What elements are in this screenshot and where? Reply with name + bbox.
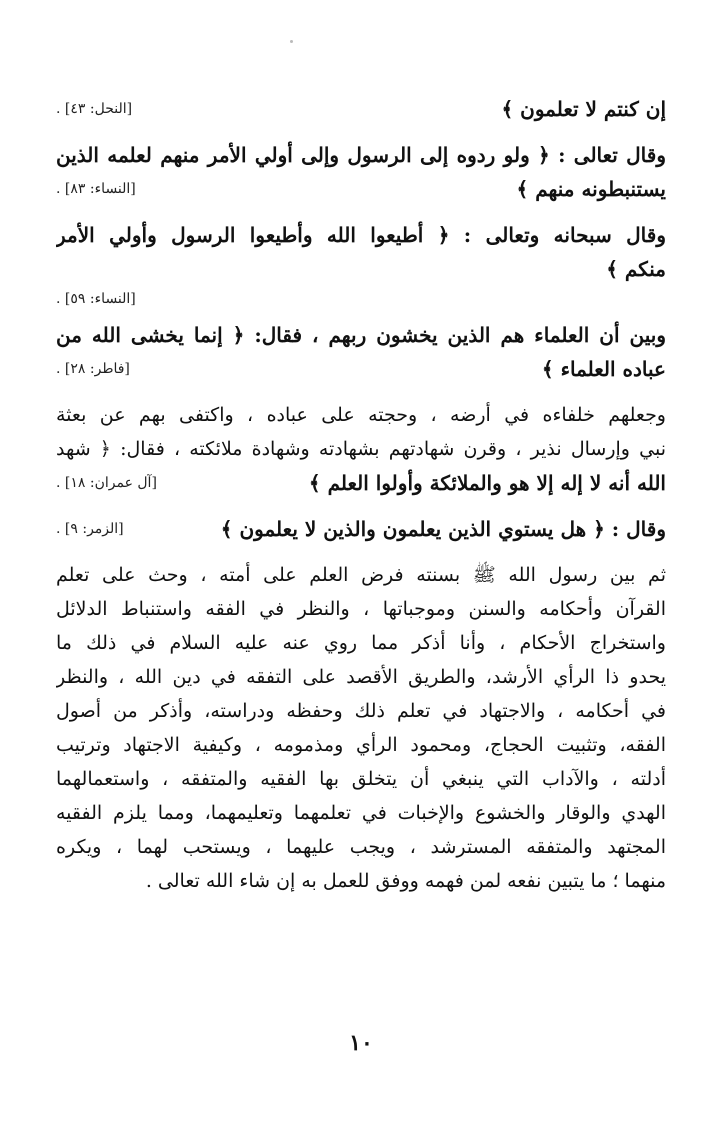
verse-line: وبين أن العلماء هم الذين يخشون ربهم ، فقال: ﴿ إنما يخشى الله من bbox=[56, 323, 666, 347]
paragraph-line: القرآن وأحكامه والسنن وموجباتها ، والنظر في الفقه واستنباط الدلائل bbox=[56, 598, 666, 620]
paragraph-line: واستخراج الأحكام ، وأنا أذكر مما روي عنه عليه السلام في ذلك ما bbox=[56, 632, 666, 654]
text-line: نبي وإرسال نذير ، وقرن شهادتهم بشهادته وشهادة ملائكته ، فقال: ﴿ شهد bbox=[56, 438, 666, 460]
verse-text: عباده العلماء ﴾ bbox=[541, 357, 666, 381]
paragraph-line: يحدو ذا الرأي الأرشد، والطريق الأقصد على التفقه في دين الله ، والنظر bbox=[56, 666, 666, 688]
page-body bbox=[56, 92, 666, 898]
scan-speck bbox=[290, 40, 293, 43]
verse-line: وقال سبحانه وتعالى : ﴿ أطيعوا الله وأطيعوا الرسول وأولي الأمر bbox=[56, 223, 666, 247]
verse-line: وقال تعالى : ﴿ ولو ردوه إلى الرسول وإلى أولي الأمر منهم لعلمه الذين bbox=[56, 143, 666, 167]
verse-line bbox=[56, 352, 666, 386]
paragraph-line: المجتهد والمتفقه المسترشد ، ويجب عليهما ، ويستحب لهما ، ويكره bbox=[56, 836, 666, 858]
verse-line bbox=[56, 92, 666, 126]
verse-line bbox=[56, 512, 666, 546]
paragraph-line: أدلته ، والآداب التي ينبغي أن يتخلق بها الفقيه والمتفقه ، واستعمالهما bbox=[56, 768, 666, 790]
verse-reference: [الزمر: ٩] . bbox=[56, 521, 124, 537]
paragraph-line: الهدي والوقار والخشوع والإخبات في تعلمهما وتعليمهما، ومما يلزم الفقيه bbox=[56, 802, 666, 824]
verse-reference: [النساء: ٨٣] . bbox=[56, 181, 136, 197]
paragraph-line: الفقه، وتثبيت الحجاج، ومحمود الرأي ومذمومه ، وكيفية الاجتهاد وترتيب bbox=[56, 734, 666, 756]
verse-reference: [آل عمران: ١٨] . bbox=[56, 475, 157, 491]
verse-text: الله أنه لا إله إلا هو والملائكة وأولوا العلم ﴾ bbox=[308, 471, 666, 495]
verse-text: يستنبطونه منهم ﴾ bbox=[516, 177, 666, 201]
text-line: وجعلهم خلفاءه في أرضه ، وحجته على عباده ، واكتفى بهم عن بعثة bbox=[56, 404, 666, 426]
verse-reference: [فاطر: ٢٨] . bbox=[56, 361, 130, 377]
verse-line bbox=[56, 466, 666, 500]
paragraph-line: منهما ؛ ما يتبين نفعه لمن فهمه ووفق للعمل به إن شاء الله تعالى . bbox=[145, 870, 666, 892]
verse-reference: [النساء: ٥٩] . bbox=[56, 291, 136, 307]
paragraph-line: في أحكامه ، والاجتهاد في تعلم ذلك وحفظه ودراسته، وأذكر من أصول bbox=[56, 700, 666, 722]
verse-text: إن كنتم لا تعلمون ﴾ bbox=[501, 97, 666, 121]
page-number: ١٠ bbox=[349, 1030, 373, 1056]
paragraph-line: ثم بين رسول الله ﷺ بسنته فرض العلم على أمته ، وحث على تعلم bbox=[56, 564, 666, 586]
verse-line bbox=[56, 252, 666, 286]
verse-reference: [النحل: ٤٣] . bbox=[56, 101, 133, 117]
verse-line bbox=[56, 172, 666, 206]
verse-text: وقال : ﴿ هل يستوي الذين يعلمون والذين لا يعلمون ﴾ bbox=[220, 517, 666, 541]
verse-text: منكم ﴾ bbox=[606, 257, 666, 281]
